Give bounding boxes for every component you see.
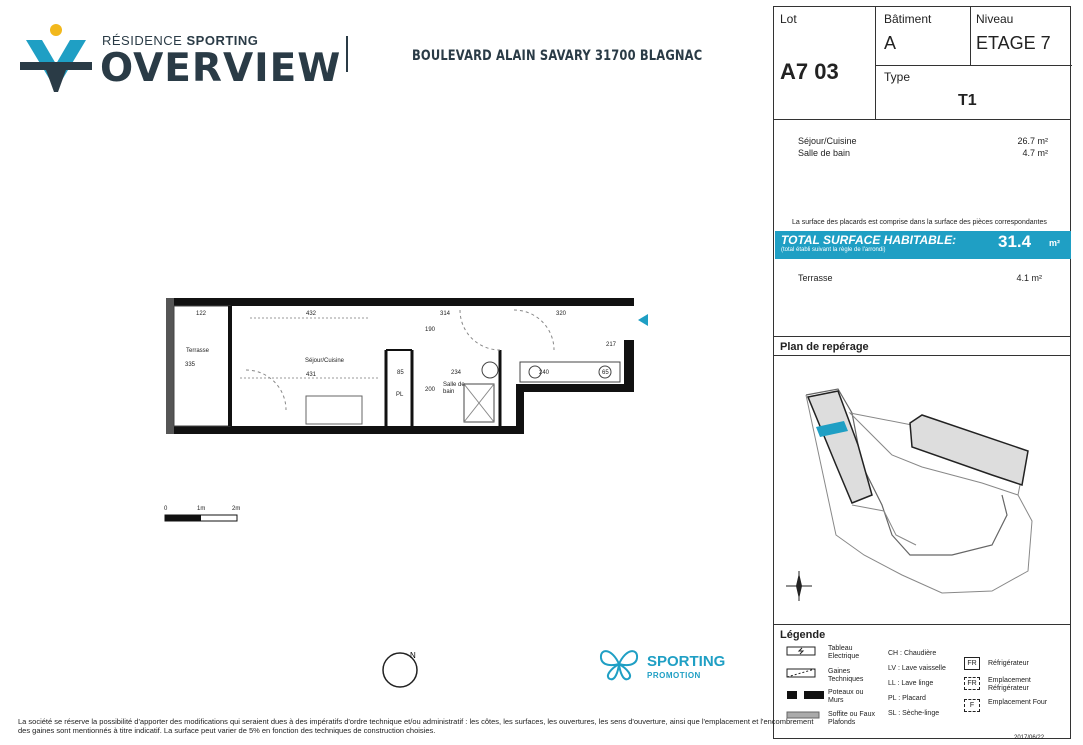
- room-area-2: 4.7 m²: [1022, 148, 1048, 158]
- promoter-name: SPORTING: [647, 653, 726, 670]
- compass-icon: [380, 648, 420, 690]
- legend-lv: LV : Lave vaisselle: [888, 665, 946, 672]
- legend-four: Emplacement Four: [988, 699, 1048, 706]
- legend-poteaux: Poteaux ou Murs: [828, 689, 864, 704]
- fp-dim-9: 65: [602, 370, 609, 376]
- legend-ll: LL : Lave linge: [888, 680, 934, 687]
- site-plan: [792, 385, 1052, 605]
- fp-dim-1: 122: [196, 311, 207, 317]
- fp-dim-7: 234: [451, 370, 462, 376]
- fp-label-sejour: Séjour/Cuisine: [305, 358, 345, 364]
- legend-ch: CH : Chaudière: [888, 650, 937, 657]
- info-panel: [773, 6, 1071, 739]
- fp-label-terrasse: Terrasse: [186, 348, 210, 354]
- batiment-label: Bâtiment: [884, 12, 932, 26]
- legend-fr-code: FR: [964, 657, 980, 670]
- promoter-sub: PROMOTION: [647, 671, 701, 680]
- legend-pl: PL : Placard: [888, 695, 926, 702]
- fp-dim-10: 190: [425, 327, 436, 333]
- niveau-value: ETAGE 7: [976, 33, 1051, 53]
- fp-dim-4: 320: [556, 311, 567, 317]
- butterfly-logo-icon: [598, 646, 640, 682]
- footer-date: 2017/06/22: [1014, 735, 1045, 741]
- fp-dim-3: 314: [440, 311, 451, 317]
- total-unit: m²: [1049, 238, 1060, 248]
- scale-0: 0: [164, 506, 168, 512]
- legend-soffite: Soffite ou Faux Plafonds: [828, 711, 875, 726]
- fp-dim-8: 240: [539, 370, 550, 376]
- niveau-label: Niveau: [976, 12, 1014, 26]
- fp-dim-5: 431: [306, 372, 317, 378]
- legend-title: Légende: [780, 629, 826, 641]
- fp-dim-13: 200: [425, 387, 436, 393]
- total-label: TOTAL SURFACE HABITABLE:: [781, 233, 957, 247]
- legend-fr: Réfrigérateur: [988, 660, 1029, 667]
- svg-text:N: N: [410, 651, 416, 660]
- footer-disclaimer: La société se réserve la possibilité d'apporter des modifications qui seraient dues à des impératifs d'ordre technique et/ou administratif : les côtes, les surfaces, les ouvertures, les sens d'ouverture, ainsi que l'emplacement et l'encombrement des gaines sont mentionnés à titre indicatif. La surface peut varier de 5% en fonction des techniques de construction choisies.: [18, 717, 814, 735]
- type-label: Type: [884, 70, 911, 84]
- scale-2m: 2m: [232, 506, 241, 512]
- batiment-value: A: [884, 33, 897, 53]
- fp-label-pl: PL: [396, 392, 404, 398]
- legend-efr: Emplacement Réfrigérateur: [988, 677, 1031, 692]
- room-name-1: Séjour/Cuisine: [798, 136, 857, 146]
- header-divider: [346, 36, 348, 72]
- total-sublabel: (total établi suivant la règle de l'arrondi): [781, 247, 886, 253]
- lot-label: Lot: [780, 12, 797, 26]
- room-area-1: 26.7 m²: [1017, 136, 1048, 146]
- residence-label: RÉSIDENCE SPORTING: [102, 33, 259, 48]
- legend-gaines: Gaines Techniques: [828, 668, 864, 683]
- lot-value: A7 03: [780, 59, 839, 84]
- legend-sl: SL : Sèche-linge: [888, 710, 940, 717]
- overview-logo-icon: [20, 24, 92, 96]
- room-name-2: Salle de bain: [798, 148, 851, 158]
- compass-rose-icon: [786, 569, 812, 603]
- scale-bar: [164, 513, 244, 525]
- type-value: T1: [958, 92, 977, 109]
- brand-name: OVERVIEW: [100, 46, 342, 91]
- legend-efr-code: FR: [964, 677, 980, 690]
- legend-four-code: F: [964, 699, 980, 712]
- total-value: 31.4: [998, 232, 1032, 251]
- address: BOULEVARD ALAIN SAVARY 31700 BLAGNAC: [412, 48, 703, 64]
- gaines-icon: [786, 668, 816, 678]
- fp-dim-2: 432: [306, 311, 317, 317]
- legend-tableau: Tableau Electrique: [828, 645, 860, 660]
- plan-reperage-title: Plan de repérage: [780, 341, 869, 353]
- exterior-name-1: Terrasse: [798, 273, 833, 283]
- fp-dim-11: 335: [185, 362, 196, 368]
- total-surface-bar: [775, 231, 1071, 259]
- fp-label-sdb: Salle de bain: [443, 382, 465, 395]
- tableau-electrique-icon: [786, 646, 816, 656]
- fp-dim-12: 217: [606, 342, 617, 348]
- placards-note: La surface des placards est comprise dans la surface des pièces correspondantes: [792, 219, 1047, 226]
- floor-plan: [160, 290, 655, 440]
- poteaux-icon: [786, 690, 826, 700]
- scale-1m: 1m: [197, 506, 206, 512]
- fp-dim-6: 85: [397, 370, 404, 376]
- exterior-area-1: 4.1 m²: [1016, 273, 1042, 283]
